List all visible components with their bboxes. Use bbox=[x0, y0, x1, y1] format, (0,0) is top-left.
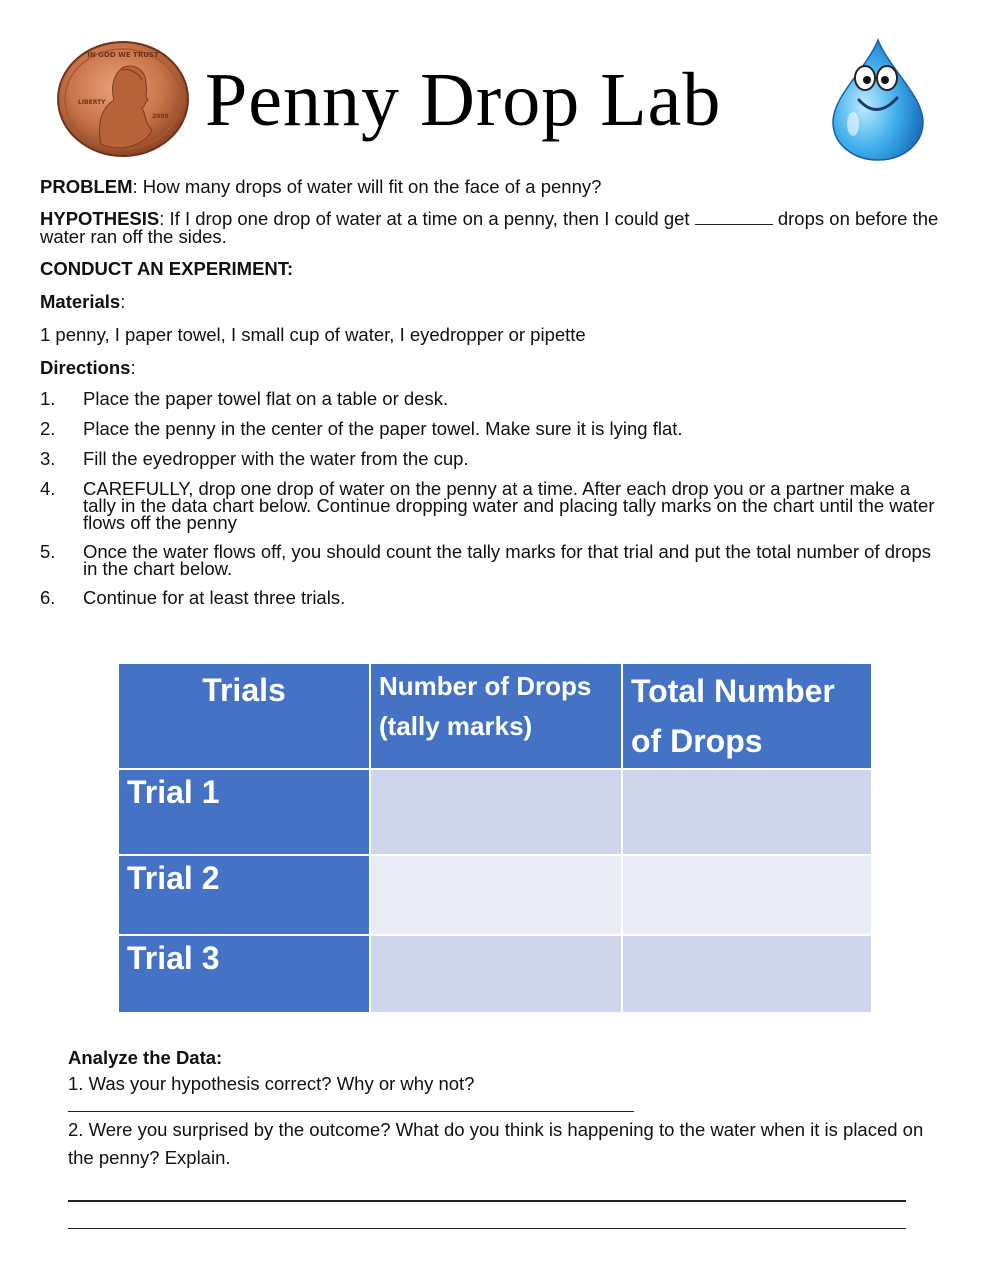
total-cell[interactable] bbox=[623, 770, 871, 854]
header-trials: Trials bbox=[119, 664, 369, 768]
direction-step bbox=[40, 480, 945, 531]
direction-step bbox=[40, 589, 945, 607]
total-cell[interactable] bbox=[623, 856, 871, 934]
directions-colon: : bbox=[130, 357, 136, 378]
data-chart bbox=[117, 662, 873, 1014]
step-number: 1. bbox=[40, 388, 56, 409]
water-drop-mascot bbox=[829, 38, 927, 162]
header-total-drops: Total Number of Drops bbox=[623, 664, 871, 768]
step-text: Once the water flows off, you should count the tally marks for that trial and put the total number of drops in the chart below. bbox=[83, 541, 932, 579]
step-text: Place the penny in the center of the paper towel. Make sure it is lying flat. bbox=[83, 418, 683, 439]
tally-cell[interactable] bbox=[371, 936, 621, 1012]
step-number: 2. bbox=[40, 418, 56, 439]
problem-text: : How many drops of water will fit on the face of a penny? bbox=[132, 176, 602, 197]
table-row bbox=[119, 856, 871, 934]
materials-text: 1 penny, I paper towel, I small cup of water, I eyedropper or pipette bbox=[40, 324, 586, 345]
step-number: 6. bbox=[40, 587, 56, 608]
penny-image bbox=[56, 40, 190, 158]
page-title: Penny Drop Lab bbox=[205, 58, 722, 142]
step-number: 4. bbox=[40, 478, 56, 499]
chart-header-row bbox=[119, 664, 871, 768]
trial-label: Trial 1 bbox=[119, 770, 369, 854]
directions-label: Directions bbox=[40, 357, 131, 378]
problem-label: PROBLEM bbox=[40, 176, 133, 197]
trial-label: Trial 3 bbox=[119, 936, 369, 1012]
trial-label: Trial 2 bbox=[119, 856, 369, 934]
answer-line-1[interactable] bbox=[68, 1111, 634, 1112]
analyze-heading: Analyze the Data: bbox=[68, 1047, 223, 1068]
step-number: 5. bbox=[40, 541, 56, 562]
materials-heading bbox=[40, 291, 945, 312]
total-cell[interactable] bbox=[623, 936, 871, 1012]
materials-colon: : bbox=[120, 291, 126, 312]
materials-label: Materials bbox=[40, 291, 121, 312]
step-text: Place the paper towel flat on a table or desk. bbox=[83, 388, 449, 409]
hypothesis-line bbox=[40, 209, 945, 246]
step-text: Fill the eyedropper with the water from the cup. bbox=[83, 448, 469, 469]
direction-step bbox=[40, 390, 945, 408]
answer-line-2[interactable] bbox=[68, 1200, 906, 1201]
directions-list bbox=[40, 390, 945, 607]
penny-liberty: LIBERTY bbox=[78, 99, 106, 106]
table-row bbox=[119, 770, 871, 854]
directions-heading bbox=[40, 357, 945, 378]
hypothesis-text-after: drops on before the water ran off the sides. bbox=[40, 208, 939, 247]
worksheet-header bbox=[0, 0, 989, 170]
tally-cell[interactable] bbox=[371, 770, 621, 854]
hypothesis-blank[interactable] bbox=[695, 209, 773, 225]
penny-motto: IN GOD WE TRUST bbox=[87, 51, 159, 59]
question-1: 1. Was your hypothesis correct? Why or why not? bbox=[68, 1073, 475, 1094]
question-2: 2. Were you surprised by the outcome? What do you think is happening to the water when it is placed on the penny? Explain. bbox=[68, 1119, 924, 1169]
direction-step bbox=[40, 450, 945, 468]
analyze-section bbox=[68, 1045, 928, 1229]
table-row bbox=[119, 936, 871, 1012]
direction-step bbox=[40, 420, 945, 438]
step-text: Continue for at least three trials. bbox=[83, 587, 346, 608]
header-number-of-drops: Number of Drops (tally marks) bbox=[371, 664, 621, 768]
answer-line-3[interactable] bbox=[68, 1228, 906, 1229]
hypothesis-label: HYPOTHESIS bbox=[40, 208, 160, 229]
step-text: CAREFULLY, drop one drop of water on the penny at a time. After each drop you or a partner make a tally in the data chart below. Continue dropping water and placing tally marks on the chart until the water flows off the penny bbox=[83, 478, 935, 533]
experiment-heading: CONDUCT AN EXPERIMENT: bbox=[40, 258, 294, 279]
hypothesis-text-before: : If I drop one drop of water at a time on a penny, then I could get bbox=[159, 208, 695, 229]
problem-line bbox=[40, 176, 945, 197]
worksheet-body bbox=[40, 176, 945, 619]
tally-cell[interactable] bbox=[371, 856, 621, 934]
direction-step bbox=[40, 543, 945, 577]
penny-year: 2009 bbox=[152, 113, 169, 120]
step-number: 3. bbox=[40, 448, 56, 469]
